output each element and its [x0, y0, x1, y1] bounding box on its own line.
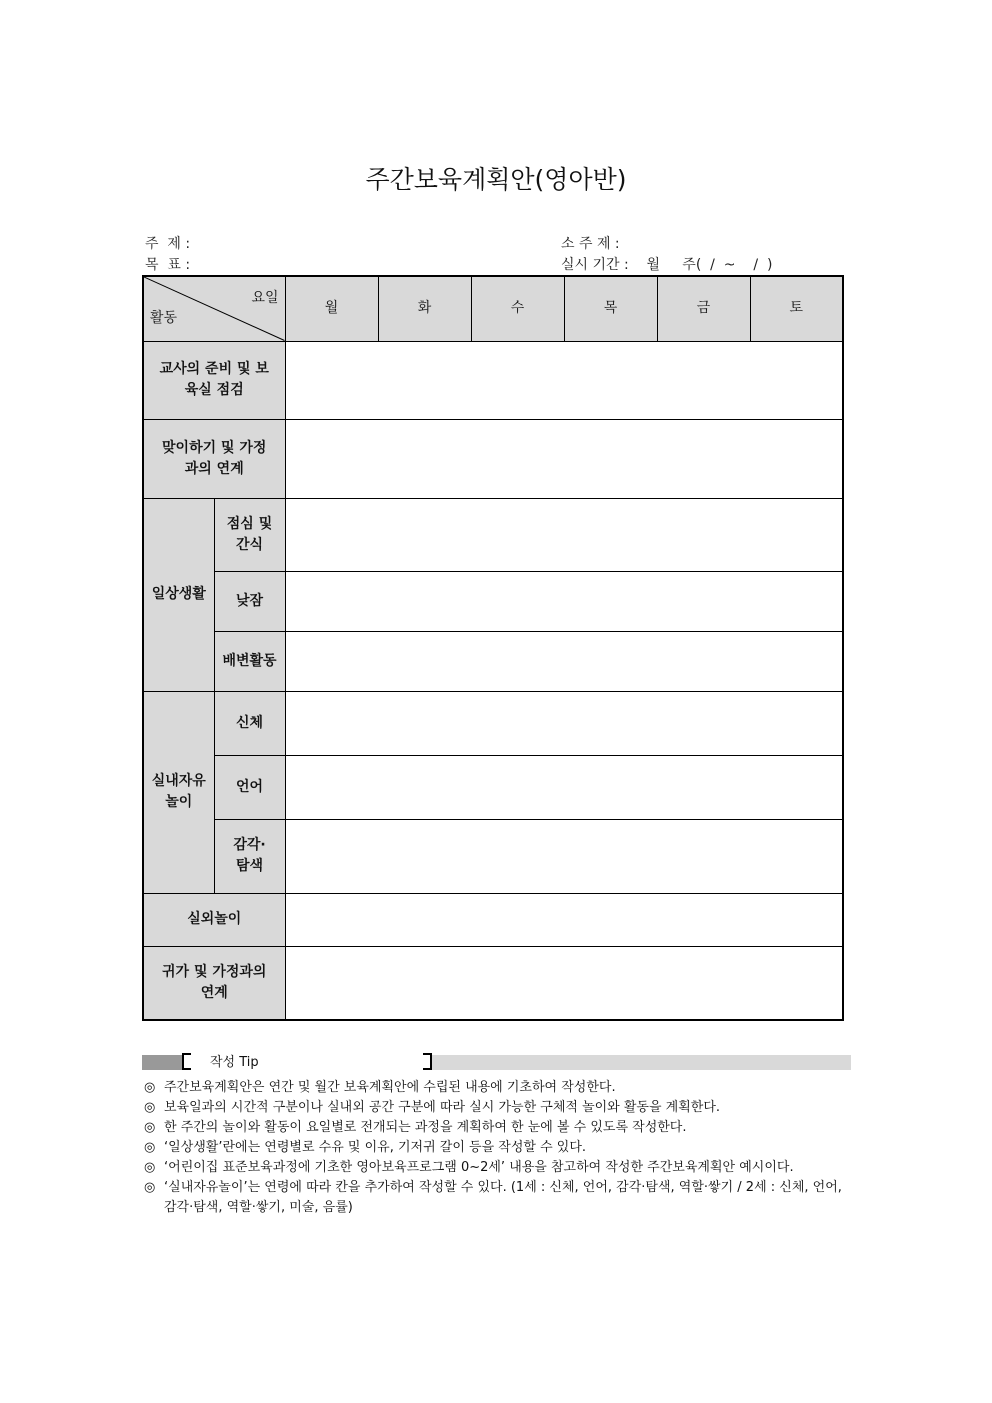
table-row — [143, 946, 843, 1020]
content-cell-nap[interactable] — [285, 571, 843, 631]
tip-text: ‘어린이집 표준보육과정에 기초한 영아보육프로그램 0~2세’ 내용을 참고하여 작성한 주간보육계획안 예시이다. — [164, 1160, 794, 1175]
tip-text: 주간보육계획안은 연간 및 월간 보육계획안에 수립된 내용에 기초하여 작성한다. — [164, 1080, 616, 1095]
tip-text: 한 주간의 놀이와 활동이 요일별로 전개되는 과정을 계획하여 한 눈에 볼 수 있도록 작성한다. — [164, 1120, 687, 1135]
row-label-language: 언어 — [214, 755, 285, 819]
content-cell-outdoor[interactable] — [285, 893, 843, 946]
row-label-meal: 점심 및 간식 — [214, 498, 285, 571]
day-header-mon: 월 — [285, 276, 378, 341]
day-header-row — [143, 276, 843, 341]
table-row — [143, 498, 843, 571]
row-label-teacher-prep: 교사의 준비 및 보육실 점검 — [143, 341, 285, 419]
day-header-wed: 수 — [471, 276, 564, 341]
corner-day-label: 요일 — [251, 290, 279, 306]
list-item — [144, 1078, 856, 1098]
table-row — [143, 691, 843, 755]
content-cell-going-home[interactable] — [285, 946, 843, 1020]
row-label-indoor-play: 실내자유 놀이 — [143, 691, 214, 893]
table-row — [143, 571, 843, 631]
right-bracket-icon — [423, 1053, 432, 1070]
bullet-icon: ◎ — [144, 1100, 156, 1115]
day-header-thu: 목 — [564, 276, 657, 341]
goal-label: 목 표 : — [145, 257, 191, 273]
row-label-daily-life: 일상생활 — [143, 498, 214, 691]
corner-activity-label: 활동 — [150, 309, 178, 326]
page-title: 주간보육계획안(영아반) — [365, 165, 627, 194]
content-cell-toilet[interactable] — [285, 631, 843, 691]
list-item — [144, 1138, 856, 1158]
list-item — [144, 1158, 856, 1178]
content-cell-greeting[interactable] — [285, 419, 843, 498]
row-label-greeting: 맞이하기 및 가정과의 연계 — [143, 419, 285, 498]
row-label-nap: 낮잠 — [214, 571, 285, 631]
row-label-toilet: 배변활동 — [214, 631, 285, 691]
bullet-icon: ◎ — [144, 1080, 156, 1095]
tip-text: ‘실내자유놀이’는 연령에 따라 칸을 추가하여 작성할 수 있다. (1세 : 신체, 언어, 감각·탐색, 역할·쌓기 / 2세 : 신체, 언어, 감각·탐색, 역할·쌓기, 미술, 음률) — [164, 1180, 842, 1215]
bullet-icon: ◎ — [144, 1140, 156, 1155]
tips-header-bar — [142, 1055, 851, 1070]
subtheme-label: 소 주 제 : — [561, 236, 620, 252]
theme-label: 주 제 : — [145, 236, 191, 252]
content-cell-meal[interactable] — [285, 498, 843, 571]
content-cell-physical[interactable] — [285, 691, 843, 755]
tips-bar-accent — [142, 1055, 182, 1070]
day-header-fri: 금 — [657, 276, 750, 341]
table-row — [143, 341, 843, 419]
tips-list — [144, 1078, 856, 1218]
content-cell-teacher-prep[interactable] — [285, 341, 843, 419]
row-label-outdoor: 실외놀이 — [143, 893, 285, 946]
content-cell-sensory[interactable] — [285, 819, 843, 893]
row-label-sensory: 감각· 탐색 — [214, 819, 285, 893]
table-row — [143, 755, 843, 819]
weekly-plan-table — [142, 275, 844, 1021]
table-row — [143, 419, 843, 498]
day-header-tue: 화 — [378, 276, 471, 341]
table-row — [143, 631, 843, 691]
left-bracket-icon — [182, 1053, 191, 1070]
corner-cell — [143, 276, 285, 341]
list-item — [144, 1098, 856, 1118]
day-header-sat: 토 — [750, 276, 843, 341]
bullet-icon: ◎ — [144, 1180, 156, 1195]
row-label-going-home: 귀가 및 가정과의 연계 — [143, 946, 285, 1020]
list-item — [144, 1118, 856, 1138]
tips-header-label: 작성 Tip — [210, 1055, 259, 1070]
tip-text: 보육일과의 시간적 구분이나 실내외 공간 구분에 따라 실시 가능한 구체적 놀이와 활동을 계획한다. — [164, 1100, 721, 1115]
list-item — [144, 1178, 856, 1218]
table-row — [143, 819, 843, 893]
content-cell-language[interactable] — [285, 755, 843, 819]
tip-text: ‘일상생활’란에는 연령별로 수유 및 이유, 기저귀 갈이 등을 작성할 수 있다. — [164, 1140, 587, 1155]
row-label-physical: 신체 — [214, 691, 285, 755]
period-label: 실시 기간 : 월 주( / ~ / ) — [561, 257, 773, 273]
bullet-icon: ◎ — [144, 1120, 156, 1135]
bullet-icon: ◎ — [144, 1160, 156, 1175]
table-row — [143, 893, 843, 946]
